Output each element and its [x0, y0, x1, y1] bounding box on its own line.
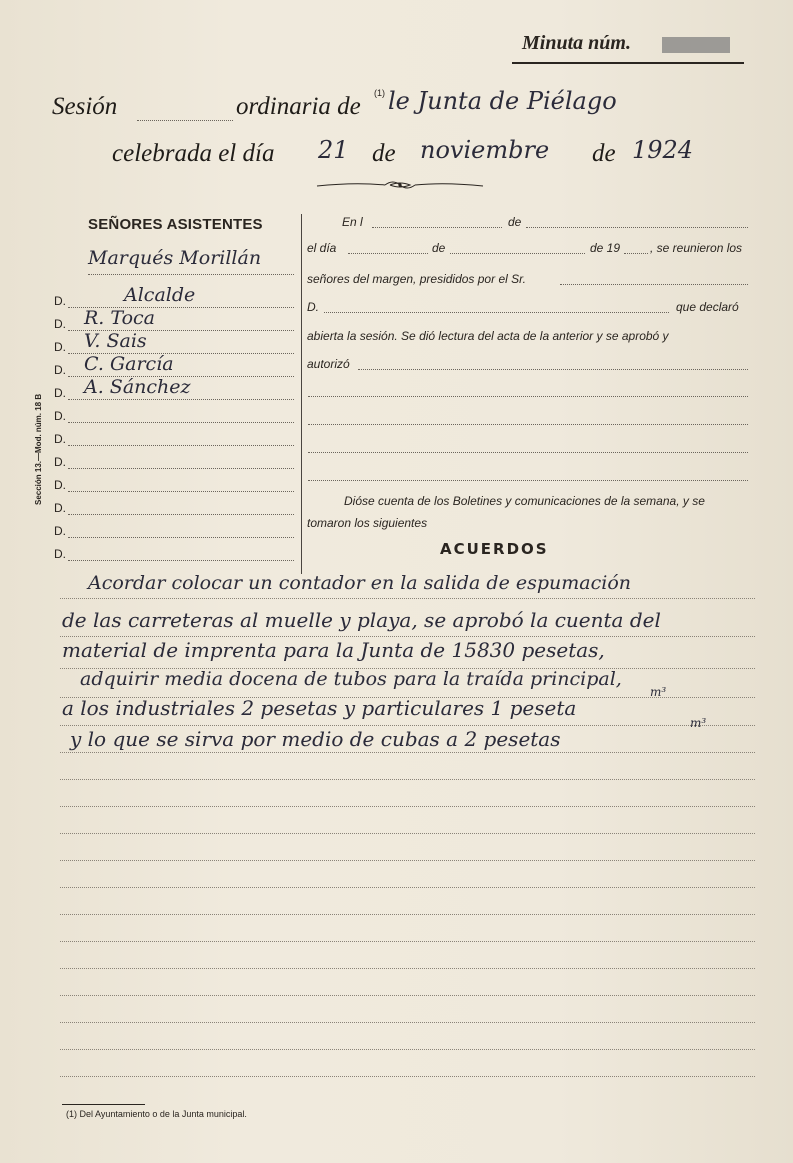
dots	[526, 227, 748, 228]
junta-name-handwritten: le Junta de Piélago	[388, 87, 617, 115]
ruled-line	[60, 941, 755, 942]
ruled-line	[60, 1076, 755, 1077]
day-handwritten: 21	[318, 136, 349, 164]
minuta-label: Minuta núm.	[522, 32, 631, 54]
ruled-line	[60, 1049, 755, 1050]
ruled-line	[60, 887, 755, 888]
dots	[450, 253, 585, 254]
attendee-row: D.	[54, 428, 294, 450]
form-tomaron: tomaron los siguientes	[307, 516, 428, 530]
ruled-line	[60, 914, 755, 915]
minuta-underline	[512, 62, 744, 64]
ruled-line	[60, 806, 755, 807]
ruled-line	[60, 725, 755, 726]
attendee-row: D. Alcalde	[54, 290, 294, 312]
attendee-row: D. A. Sánchez	[54, 382, 294, 404]
form-model-label: Sección 13.—Mod. núm. 18 B	[34, 393, 43, 505]
form-en: En l	[342, 215, 363, 229]
attendee-row: D.	[54, 520, 294, 542]
cubic-meter-sup: m³	[690, 716, 707, 730]
attendee-row: D. C. García	[54, 359, 294, 381]
dots	[308, 424, 748, 425]
ruled-line	[60, 860, 755, 861]
footnote: (1) Del Ayuntamiento o de la Junta municipal.	[66, 1109, 247, 1119]
form-d: D.	[307, 300, 319, 314]
asistentes-title: SEÑORES ASISTENTES	[88, 216, 263, 233]
ruled-line	[60, 995, 755, 996]
acuerdo-line: a los industriales 2 pesetas y particulares 1 peseta	[62, 696, 577, 720]
form-diose: Dióse cuenta de los Boletines y comunicaciones de la semana, y se	[344, 494, 705, 508]
acuerdo-line: y lo que se sirva por medio de cubas a 2 pesetas	[70, 727, 561, 751]
cubic-meter-sup: m³	[650, 685, 667, 699]
footnote-ref: (1)	[374, 88, 385, 98]
form-de19: de 19	[590, 241, 621, 255]
dots	[324, 312, 669, 313]
dots	[308, 452, 748, 453]
acuerdo-line: material de imprenta para la Junta de 15830 pesetas,	[62, 638, 605, 662]
ruled-line	[60, 636, 755, 637]
form-declaro: que declaró	[676, 300, 739, 314]
celebrada-label: celebrada el día	[112, 140, 275, 167]
dots	[348, 253, 428, 254]
ornament-divider	[315, 178, 485, 192]
dots	[372, 227, 502, 228]
acuerdo-line: Acordar colocar un contador en la salida de espumación	[88, 572, 632, 594]
panel-divider	[301, 214, 302, 574]
month-handwritten: noviembre	[420, 136, 550, 164]
president-handwritten: Marqués Morillán	[88, 247, 262, 269]
year-handwritten: 1924	[632, 136, 694, 164]
attendee-row: D.	[54, 451, 294, 473]
form-de: de	[508, 215, 522, 229]
sesion-dots	[137, 120, 233, 121]
dots	[560, 284, 748, 285]
ruled-line	[60, 598, 755, 599]
form-reunieron: , se reunieron los	[650, 241, 743, 255]
dots	[624, 253, 648, 254]
ruled-line	[60, 752, 755, 753]
form-de2: de	[432, 241, 446, 255]
president-dots	[88, 274, 294, 275]
acuerdo-line: de las carreteras al muelle y playa, se aprobó la cuenta del	[62, 608, 661, 632]
acuerdo-line: adquirir media docena de tubos para la traída principal,	[80, 668, 622, 690]
attendee-row: D.	[54, 497, 294, 519]
attendee-row: D. V. Sais	[54, 336, 294, 358]
ruled-line	[60, 1022, 755, 1023]
attendee-row: D.	[54, 474, 294, 496]
dots	[358, 369, 748, 370]
ruled-line	[60, 968, 755, 969]
dots	[308, 396, 748, 397]
dots	[308, 480, 748, 481]
attendee-row: D. R. Toca	[54, 313, 294, 335]
attendee-row: D.	[54, 405, 294, 427]
acuerdos-title: ACUERDOS	[440, 540, 549, 558]
minuta-number-box	[662, 37, 730, 53]
attendee-row: D.	[54, 543, 294, 565]
form-el-dia: el día	[307, 241, 337, 255]
form-autorizo: autorizó	[307, 357, 350, 371]
form-senores: señores del margen, presididos por el Sr.	[307, 272, 526, 286]
form-abierta: abierta la sesión. Se dió lectura del acta de la anterior y se aprobó y	[307, 329, 669, 343]
ruled-line	[60, 833, 755, 834]
ordinaria-label: ordinaria de	[236, 93, 361, 120]
ruled-line	[60, 779, 755, 780]
de-label-2: de	[592, 140, 616, 167]
footnote-rule	[62, 1104, 145, 1105]
de-label: de	[372, 140, 396, 167]
sesion-label: Sesión	[52, 93, 118, 120]
